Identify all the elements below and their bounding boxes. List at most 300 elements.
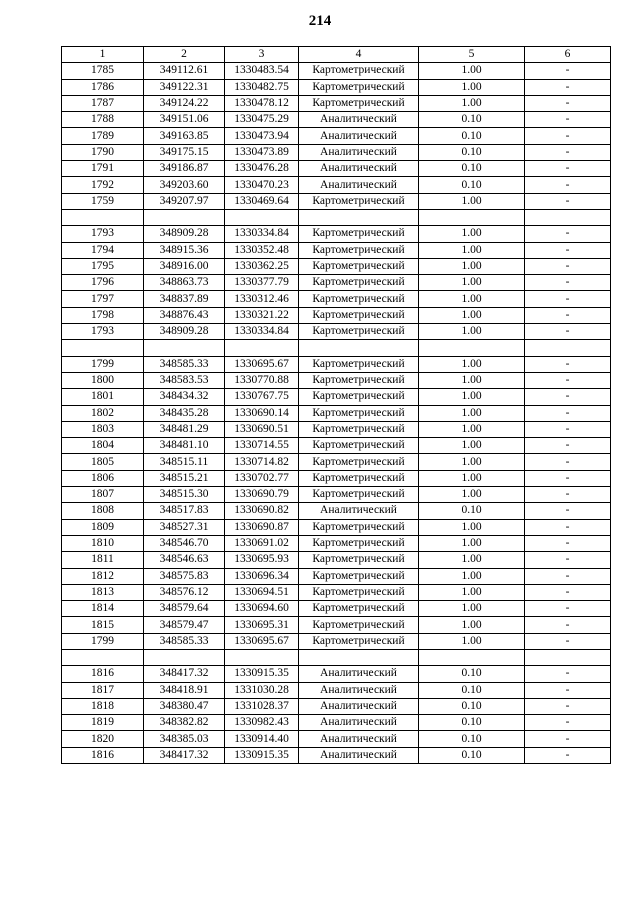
table-cell: Картометрический — [299, 470, 419, 486]
table-cell: Картометрический — [299, 79, 419, 95]
table-row — [62, 470, 611, 486]
table-cell: 348382.82 — [144, 715, 225, 731]
table-cell: 1330767.75 — [225, 389, 299, 405]
table-cell: 1330334.84 — [225, 226, 299, 242]
table-cell: 1330982.43 — [225, 715, 299, 731]
table-row — [62, 389, 611, 405]
table-cell: 349151.06 — [144, 112, 225, 128]
table-cell: 1816 — [62, 666, 144, 682]
table-cell: 1330695.31 — [225, 617, 299, 633]
table-row — [62, 258, 611, 274]
table-cell: 1330690.14 — [225, 405, 299, 421]
empty-cell — [525, 340, 611, 356]
empty-cell — [225, 209, 299, 225]
table-cell: 1813 — [62, 584, 144, 600]
table-cell: Картометрический — [299, 421, 419, 437]
table-cell: Аналитический — [299, 128, 419, 144]
table-cell: - — [525, 666, 611, 682]
table-cell: Картометрический — [299, 356, 419, 372]
table-cell: 348527.31 — [144, 519, 225, 535]
table-cell: - — [525, 356, 611, 372]
table-cell: 348515.21 — [144, 470, 225, 486]
table-cell: 348481.10 — [144, 438, 225, 454]
table-cell: 1330714.82 — [225, 454, 299, 470]
table-cell: 1330914.40 — [225, 731, 299, 747]
table-cell: 1.00 — [419, 63, 525, 79]
separator-row — [62, 340, 611, 356]
table-cell: 1803 — [62, 421, 144, 437]
table-row — [62, 682, 611, 698]
table-cell: - — [525, 95, 611, 111]
table-cell: Аналитический — [299, 666, 419, 682]
table-cell: 0.10 — [419, 161, 525, 177]
table-cell: 1793 — [62, 324, 144, 340]
table-cell: 1330691.02 — [225, 535, 299, 551]
table-row — [62, 552, 611, 568]
table-cell: 1792 — [62, 177, 144, 193]
table-cell: Аналитический — [299, 747, 419, 763]
table-cell: - — [525, 584, 611, 600]
table-cell: Аналитический — [299, 503, 419, 519]
table-cell: Картометрический — [299, 405, 419, 421]
table-cell: 1785 — [62, 63, 144, 79]
table-cell: 1330690.79 — [225, 487, 299, 503]
table-cell: 1330690.87 — [225, 519, 299, 535]
table-cell: Картометрический — [299, 389, 419, 405]
table-cell: - — [525, 405, 611, 421]
table-cell: 349186.87 — [144, 161, 225, 177]
empty-cell — [62, 649, 144, 665]
table-cell: - — [525, 389, 611, 405]
table-cell: Аналитический — [299, 177, 419, 193]
table-cell: - — [525, 291, 611, 307]
table-cell: - — [525, 552, 611, 568]
table-cell: Картометрический — [299, 438, 419, 454]
table-cell: 348876.43 — [144, 307, 225, 323]
table-row — [62, 128, 611, 144]
table-cell: 1330312.46 — [225, 291, 299, 307]
table-cell: - — [525, 372, 611, 388]
table-cell: 1806 — [62, 470, 144, 486]
table-cell: 1.00 — [419, 291, 525, 307]
empty-cell — [144, 340, 225, 356]
table-cell: 1790 — [62, 144, 144, 160]
table-cell: Аналитический — [299, 144, 419, 160]
table-row — [62, 144, 611, 160]
table-cell: 348515.30 — [144, 487, 225, 503]
table-cell: 348434.32 — [144, 389, 225, 405]
table-row — [62, 617, 611, 633]
table-cell: 1819 — [62, 715, 144, 731]
table-cell: 0.10 — [419, 747, 525, 763]
table-cell: 1805 — [62, 454, 144, 470]
table-cell: 1330915.35 — [225, 666, 299, 682]
table-cell: 1.00 — [419, 487, 525, 503]
table-cell: 1.00 — [419, 275, 525, 291]
table-row — [62, 291, 611, 307]
table-cell: 1330694.60 — [225, 601, 299, 617]
table-cell: 1.00 — [419, 421, 525, 437]
empty-cell — [225, 340, 299, 356]
table-cell: 1794 — [62, 242, 144, 258]
table-body — [62, 63, 611, 764]
table-row — [62, 568, 611, 584]
table-cell: 1330483.54 — [225, 63, 299, 79]
table-cell: 1330475.29 — [225, 112, 299, 128]
table-cell: 1816 — [62, 747, 144, 763]
table-cell: 1810 — [62, 535, 144, 551]
table-row — [62, 275, 611, 291]
table-cell: 0.10 — [419, 715, 525, 731]
table-cell: - — [525, 177, 611, 193]
table-row — [62, 307, 611, 323]
table-cell: 1788 — [62, 112, 144, 128]
table-cell: Картометрический — [299, 291, 419, 307]
table-cell: 0.10 — [419, 731, 525, 747]
table-cell: - — [525, 324, 611, 340]
table-cell: 349163.85 — [144, 128, 225, 144]
table-cell: Аналитический — [299, 682, 419, 698]
table-cell: - — [525, 470, 611, 486]
table-cell: 348583.53 — [144, 372, 225, 388]
table-cell: 1789 — [62, 128, 144, 144]
table-cell: Картометрический — [299, 487, 419, 503]
table-cell: 348579.64 — [144, 601, 225, 617]
table-cell: 1786 — [62, 79, 144, 95]
table-cell: Картометрический — [299, 633, 419, 649]
table-cell: 349112.61 — [144, 63, 225, 79]
table-row — [62, 95, 611, 111]
table-cell: 348909.28 — [144, 226, 225, 242]
table-cell: 1795 — [62, 258, 144, 274]
table-cell: 1811 — [62, 552, 144, 568]
table-cell: Картометрический — [299, 242, 419, 258]
table-cell: - — [525, 79, 611, 95]
table-cell: 1.00 — [419, 258, 525, 274]
table-cell: 1.00 — [419, 95, 525, 111]
table-cell: 1330321.22 — [225, 307, 299, 323]
table-cell: 348909.28 — [144, 324, 225, 340]
table-row — [62, 405, 611, 421]
table-cell: 0.10 — [419, 112, 525, 128]
table-cell: 348417.32 — [144, 747, 225, 763]
table-cell: 1330362.25 — [225, 258, 299, 274]
table-cell: 1799 — [62, 356, 144, 372]
table-row — [62, 747, 611, 763]
table-cell: Картометрический — [299, 372, 419, 388]
table-cell: - — [525, 715, 611, 731]
table-cell: 1330695.67 — [225, 633, 299, 649]
table-cell: Картометрический — [299, 535, 419, 551]
table-cell: - — [525, 617, 611, 633]
table-row — [62, 193, 611, 209]
table-cell: 348481.29 — [144, 421, 225, 437]
table-row — [62, 63, 611, 79]
empty-cell — [299, 340, 419, 356]
table-cell: - — [525, 568, 611, 584]
table-cell: - — [525, 731, 611, 747]
table-cell: 1330690.82 — [225, 503, 299, 519]
table-cell: 1330702.77 — [225, 470, 299, 486]
table-cell: 0.10 — [419, 144, 525, 160]
table-cell: - — [525, 601, 611, 617]
table-cell: 1802 — [62, 405, 144, 421]
table-row — [62, 487, 611, 503]
table-cell: Картометрический — [299, 454, 419, 470]
table-cell: 1330770.88 — [225, 372, 299, 388]
table-cell: 349175.15 — [144, 144, 225, 160]
table-row — [62, 519, 611, 535]
table-cell: 1330695.67 — [225, 356, 299, 372]
table-cell: Картометрический — [299, 519, 419, 535]
table-cell: 1.00 — [419, 372, 525, 388]
table-cell: - — [525, 307, 611, 323]
table-cell: 348435.28 — [144, 405, 225, 421]
table-cell: 349203.60 — [144, 177, 225, 193]
table-cell: 348546.70 — [144, 535, 225, 551]
table-row — [62, 584, 611, 600]
table-cell: - — [525, 242, 611, 258]
table-cell: 1.00 — [419, 454, 525, 470]
table-cell: 1330334.84 — [225, 324, 299, 340]
table-cell: 1.00 — [419, 438, 525, 454]
column-header: 2 — [144, 47, 225, 63]
table-cell: 1330478.12 — [225, 95, 299, 111]
table-cell: 1331028.37 — [225, 698, 299, 714]
table-cell: 1.00 — [419, 601, 525, 617]
table-row — [62, 421, 611, 437]
table-row — [62, 666, 611, 682]
table-cell: 1808 — [62, 503, 144, 519]
table-cell: 1.00 — [419, 617, 525, 633]
table-cell: 1.00 — [419, 552, 525, 568]
empty-cell — [62, 340, 144, 356]
separator-row — [62, 649, 611, 665]
table-cell: 0.10 — [419, 698, 525, 714]
table-cell: 1791 — [62, 161, 144, 177]
table-row — [62, 503, 611, 519]
table-cell: Картометрический — [299, 552, 419, 568]
table-row — [62, 242, 611, 258]
table-cell: 1.00 — [419, 633, 525, 649]
table-row — [62, 79, 611, 95]
table-cell: 1817 — [62, 682, 144, 698]
table-cell: 348585.33 — [144, 356, 225, 372]
table-cell: Картометрический — [299, 617, 419, 633]
table-cell: - — [525, 144, 611, 160]
table-row — [62, 438, 611, 454]
empty-cell — [144, 209, 225, 225]
table-cell: 1.00 — [419, 324, 525, 340]
table-cell: 1793 — [62, 226, 144, 242]
table-cell: 348417.32 — [144, 666, 225, 682]
table-cell: 1330694.51 — [225, 584, 299, 600]
table-row — [62, 601, 611, 617]
table-cell: 348380.47 — [144, 698, 225, 714]
table-cell: Картометрический — [299, 63, 419, 79]
empty-cell — [299, 649, 419, 665]
table-cell: 1.00 — [419, 242, 525, 258]
table-cell: Аналитический — [299, 161, 419, 177]
table-cell: 0.10 — [419, 682, 525, 698]
table-cell: 1815 — [62, 617, 144, 633]
table-cell: - — [525, 161, 611, 177]
table-cell: - — [525, 226, 611, 242]
table-cell: 348916.00 — [144, 258, 225, 274]
table-cell: 348517.83 — [144, 503, 225, 519]
empty-cell — [525, 209, 611, 225]
table-cell: 1330915.35 — [225, 747, 299, 763]
table-cell: 1.00 — [419, 519, 525, 535]
table-cell: 1.00 — [419, 584, 525, 600]
table-cell: 1331030.28 — [225, 682, 299, 698]
table-cell: 348579.47 — [144, 617, 225, 633]
table-cell: 1801 — [62, 389, 144, 405]
table-cell: Аналитический — [299, 698, 419, 714]
table-cell: - — [525, 275, 611, 291]
table-cell: 1818 — [62, 698, 144, 714]
table-cell: - — [525, 747, 611, 763]
column-header: 4 — [299, 47, 419, 63]
table-cell: 0.10 — [419, 177, 525, 193]
table-cell: 1812 — [62, 568, 144, 584]
empty-cell — [419, 649, 525, 665]
table-cell: - — [525, 112, 611, 128]
table-row — [62, 535, 611, 551]
table-cell: - — [525, 633, 611, 649]
table-cell: 1.00 — [419, 470, 525, 486]
table-row — [62, 112, 611, 128]
table-cell: 348515.11 — [144, 454, 225, 470]
table-cell: 1814 — [62, 601, 144, 617]
table-cell: 1.00 — [419, 405, 525, 421]
table-cell: Аналитический — [299, 112, 419, 128]
table-cell: - — [525, 535, 611, 551]
table-cell: 1799 — [62, 633, 144, 649]
table-cell: 1.00 — [419, 389, 525, 405]
table-cell: - — [525, 519, 611, 535]
table-cell: Картометрический — [299, 568, 419, 584]
table-cell: Картометрический — [299, 584, 419, 600]
table-cell: 0.10 — [419, 666, 525, 682]
table-cell: Картометрический — [299, 601, 419, 617]
table-cell: 1796 — [62, 275, 144, 291]
table-cell: 1.00 — [419, 568, 525, 584]
table-cell: - — [525, 421, 611, 437]
table-cell: 1804 — [62, 438, 144, 454]
table-cell: 1809 — [62, 519, 144, 535]
table-cell: 1.00 — [419, 193, 525, 209]
empty-cell — [62, 209, 144, 225]
table-cell: - — [525, 258, 611, 274]
table-row — [62, 633, 611, 649]
table-cell: - — [525, 487, 611, 503]
table-cell: 1330469.64 — [225, 193, 299, 209]
table-cell: - — [525, 503, 611, 519]
table-cell: 1330690.51 — [225, 421, 299, 437]
table-cell: 1.00 — [419, 535, 525, 551]
table-row — [62, 698, 611, 714]
table-cell: - — [525, 698, 611, 714]
table-cell: 1330482.75 — [225, 79, 299, 95]
table-row — [62, 372, 611, 388]
table-cell: 1330470.23 — [225, 177, 299, 193]
table-row — [62, 161, 611, 177]
table-cell: 1807 — [62, 487, 144, 503]
table-cell: 348576.12 — [144, 584, 225, 600]
table-cell: 1759 — [62, 193, 144, 209]
empty-cell — [299, 209, 419, 225]
table-row — [62, 356, 611, 372]
table-cell: Картометрический — [299, 275, 419, 291]
table-cell: 0.10 — [419, 503, 525, 519]
page-number: 214 — [308, 13, 332, 29]
table-cell: 348837.89 — [144, 291, 225, 307]
table-cell: Аналитический — [299, 715, 419, 731]
table-cell: 349122.31 — [144, 79, 225, 95]
empty-cell — [419, 209, 525, 225]
table-cell: 1.00 — [419, 356, 525, 372]
table-cell: 1330695.93 — [225, 552, 299, 568]
table-cell: 348575.83 — [144, 568, 225, 584]
table-cell: 1798 — [62, 307, 144, 323]
table-cell: Картометрический — [299, 226, 419, 242]
table-row — [62, 177, 611, 193]
empty-cell — [144, 649, 225, 665]
table-cell: 348385.03 — [144, 731, 225, 747]
table-cell: 1330352.48 — [225, 242, 299, 258]
column-header: 5 — [419, 47, 525, 63]
table-cell: Картометрический — [299, 193, 419, 209]
empty-cell — [525, 649, 611, 665]
table-row — [62, 226, 611, 242]
coordinates-table — [61, 46, 611, 764]
table-cell: - — [525, 438, 611, 454]
table-cell: Аналитический — [299, 731, 419, 747]
table-cell: 1.00 — [419, 226, 525, 242]
table-cell: 1330377.79 — [225, 275, 299, 291]
table-cell: 1800 — [62, 372, 144, 388]
table-row — [62, 731, 611, 747]
table-cell: Картометрический — [299, 324, 419, 340]
separator-row — [62, 209, 611, 225]
table-cell: 349207.97 — [144, 193, 225, 209]
column-header: 3 — [225, 47, 299, 63]
empty-cell — [419, 340, 525, 356]
empty-cell — [225, 649, 299, 665]
table-cell: 1787 — [62, 95, 144, 111]
table-cell: 1330473.94 — [225, 128, 299, 144]
table-cell: - — [525, 63, 611, 79]
table-cell: 1.00 — [419, 79, 525, 95]
table-cell: 348418.91 — [144, 682, 225, 698]
table-cell: 348546.63 — [144, 552, 225, 568]
table-cell: 349124.22 — [144, 95, 225, 111]
table-cell: Картометрический — [299, 95, 419, 111]
table-header-row — [62, 47, 611, 63]
column-header: 6 — [525, 47, 611, 63]
table-cell: 1797 — [62, 291, 144, 307]
table-cell: 1820 — [62, 731, 144, 747]
table-row — [62, 715, 611, 731]
table-cell: Картометрический — [299, 307, 419, 323]
table-cell: - — [525, 682, 611, 698]
table-cell: 348863.73 — [144, 275, 225, 291]
table-row — [62, 324, 611, 340]
table-cell: 348915.36 — [144, 242, 225, 258]
table-cell: 0.10 — [419, 128, 525, 144]
table-cell: - — [525, 128, 611, 144]
